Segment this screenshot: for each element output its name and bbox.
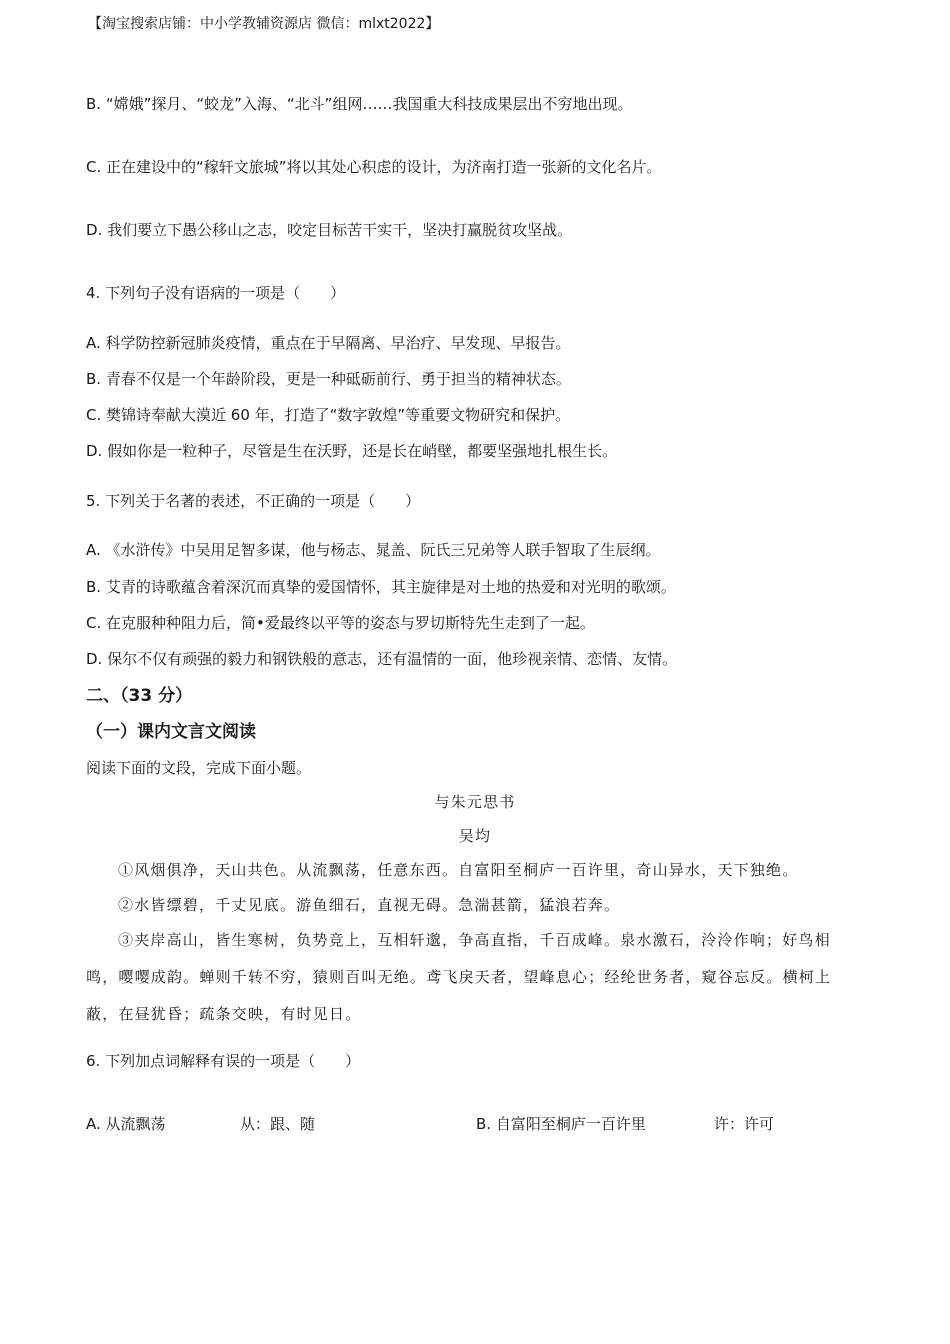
passage-paragraph-3-line-1: ③夹岸高山，皆生寒树，负势竞上，互相轩邈，争高直指，千百成峰。泉水激石，泠泠作响；好鸟相 (118, 931, 831, 949)
q3-option-b: B. “嫦娥”探月、“蛟龙”入海、“北斗”组网……我国重大科技成果层出不穷地出现。 (86, 95, 633, 113)
q5-option-a: A. 《水浒传》中吴用足智多谋，他与杨志、晁盖、阮氏三兄弟等人联手智取了生辰纲。 (86, 541, 661, 559)
passage-paragraph-3-line-3: 蔽，在昼犹昏；疏条交映，有时见日。 (86, 1005, 362, 1023)
q3-option-c: C. 正在建设中的“稼轩文旅城”将以其处心积虑的设计，为济南打造一张新的文化名片。 (86, 158, 662, 176)
q5-option-b: B. 艾青的诗歌蕴含着深沉而真挚的爱国情怀，其主旋律是对土地的热爱和对光明的歌颂。 (86, 578, 676, 596)
subsection-1-title: （一）课内文言文阅读 (86, 722, 256, 742)
q4-option-b: B. 青春不仅是一个年龄阶段，更是一种砥砺前行、勇于担当的精神状态。 (86, 370, 571, 388)
passage-paragraph-1: ①风烟俱净，天山共色。从流飘荡，任意东西。自富阳至桐庐一百许里，奇山异水，天下独绝。 (118, 861, 799, 879)
passage-author: 吴均 (458, 827, 492, 845)
q4-option-d: D. 假如你是一粒种子，尽管是生在沃野，还是长在峭壁，都要坚强地扎根生长。 (86, 442, 618, 460)
section-2-title: 二、（33 分） (86, 686, 193, 706)
q6-option-a-gloss: 从：跟、随 (240, 1115, 316, 1133)
q6-option-b-gloss: 许：许可 (714, 1115, 775, 1133)
passage-paragraph-3-line-2: 鸣，嘤嘤成韵。蝉则千转不穷，猿则百叫无绝。鸢飞戾天者，望峰息心；经纶世务者，窥谷忘反。横柯上 (86, 968, 832, 986)
q6-stem: 6. 下列加点词解释有误的一项是（ ） (86, 1052, 361, 1070)
q6-option-b-text: B. 自富阳至桐庐一百许里 (476, 1115, 646, 1133)
q5-stem: 5. 下列关于名著的表述，不正确的一项是（ ） (86, 492, 421, 510)
q6-option-a-text: A. 从流飘荡 (86, 1115, 166, 1133)
q4-option-c: C. 樊锦诗奉献大漠近 60 年，打造了“数字敦煌”等重要文物研究和保护。 (86, 406, 571, 424)
q5-option-c: C. 在克服种种阻力后，简•爱最终以平等的姿态与罗切斯特先生走到了一起。 (86, 614, 595, 632)
q4-stem: 4. 下列句子没有语病的一项是（ ） (86, 284, 346, 302)
passage-paragraph-2: ②水皆缥碧，千丈见底。游鱼细石，直视无碍。急湍甚箭，猛浪若奔。 (118, 896, 621, 914)
q3-option-d: D. 我们要立下愚公移山之志，咬定目标苦干实干，坚决打赢脱贫攻坚战。 (86, 221, 573, 239)
reading-instruction: 阅读下面的文段，完成下面小题。 (86, 759, 312, 777)
passage-title: 与朱元思书 (434, 793, 516, 811)
q5-option-d: D. 保尔不仅有顽强的毅力和钢铁般的意志，还有温情的一面，他珍视亲情、恋情、友情。 (86, 650, 678, 668)
page-header-watermark: 【淘宝搜索店铺：中小学教辅资源店 微信：mlxt2022】 (88, 16, 440, 32)
q4-option-a: A. 科学防控新冠肺炎疫情，重点在于早隔离、早治疗、早发现、早报告。 (86, 334, 571, 352)
